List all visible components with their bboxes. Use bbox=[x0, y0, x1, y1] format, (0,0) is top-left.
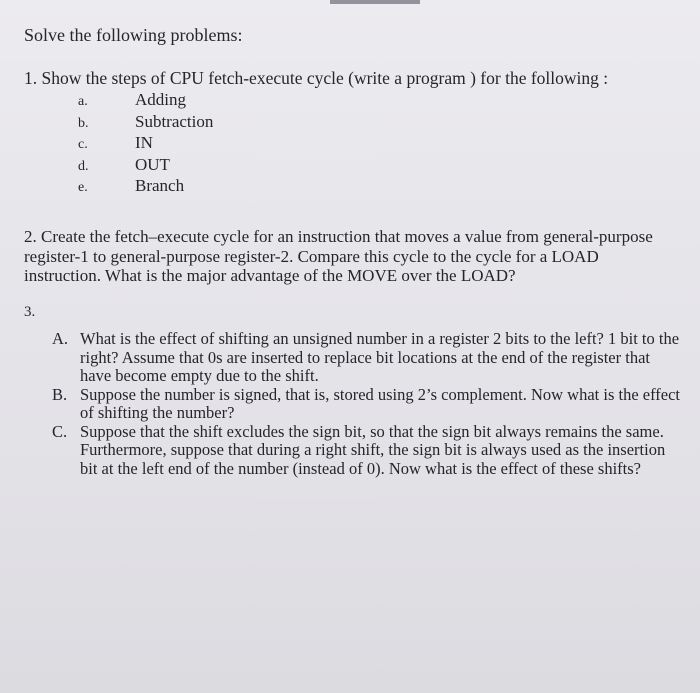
question-3-part-a bbox=[52, 330, 682, 386]
list-item-letter: b. bbox=[78, 115, 89, 131]
part-label: A. bbox=[52, 329, 69, 348]
list-item bbox=[78, 89, 213, 111]
list-item-letter: e. bbox=[78, 180, 88, 195]
page-heading: Solve the following problems: bbox=[24, 25, 243, 45]
part-text: Suppose that the shift excludes the sign bit, so that the sign bit always remains the same. Furthermore, suppose that during a right shift, the sign bit is always used as the insertion bit at the left end of the number (instead of 0). Now what is the effect of these shifts? bbox=[80, 421, 666, 478]
part-text: What is the effect of shifting an unsigned number in a register 2 bits to the left? 1 bit to the right? Assume that 0s are inserted to replace bit locations at the end of the register that have become empty due to the shift. bbox=[80, 329, 680, 385]
list-item-label: Branch bbox=[135, 176, 185, 195]
question-3-part-c bbox=[52, 423, 682, 479]
part-text: Suppose the number is signed, that is, stored using 2’s complement. Now what is the effect of shifting the number? bbox=[80, 384, 681, 422]
part-label: C. bbox=[52, 421, 68, 441]
list-item-label: Subtraction bbox=[135, 111, 214, 131]
question-2-text: 2. Create the fetch–execute cycle for an instruction that moves a value from general-purpose register-1 to general-purpose register-2. Compare this cycle to the cycle for a LOAD instruction. What is the major advantage of the MOVE over the LOAD? bbox=[24, 227, 653, 285]
list-item-label: OUT bbox=[135, 154, 170, 174]
question-3-number: 3. bbox=[24, 304, 36, 320]
question-1-text: 1. Show the steps of CPU fetch-execute cycle (write a program ) for the following : bbox=[24, 68, 609, 88]
list-item bbox=[78, 111, 213, 133]
list-item bbox=[78, 154, 213, 176]
list-item-label: Adding bbox=[135, 90, 186, 109]
list-item-letter: d. bbox=[78, 158, 89, 174]
list-item bbox=[78, 175, 213, 197]
question-3-part-b bbox=[52, 386, 682, 423]
top-edge-shadow bbox=[330, 0, 420, 4]
question-1-list bbox=[78, 89, 213, 197]
list-item bbox=[78, 132, 213, 154]
list-item-letter: c. bbox=[78, 137, 88, 152]
question-3-parts bbox=[52, 330, 682, 478]
part-label: B. bbox=[52, 384, 68, 404]
list-item-letter: a. bbox=[78, 94, 88, 109]
list-item-label: IN bbox=[135, 133, 153, 152]
